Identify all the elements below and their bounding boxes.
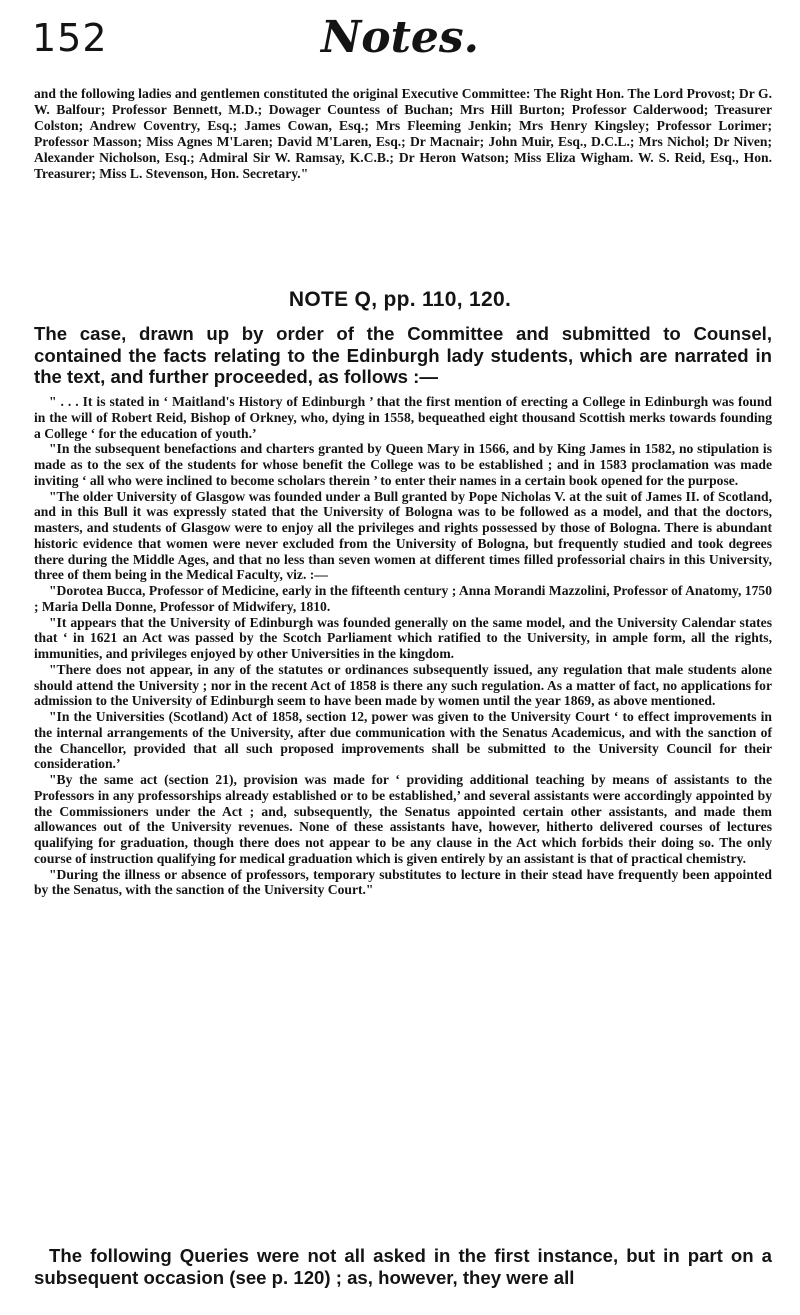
quoted-case-text	[34, 394, 772, 898]
closing-paragraph-block	[34, 1245, 772, 1289]
lead-paragraph: The case, drawn up by order of the Committee and submitted to Counsel, contained the facts relating to the Edinburgh lady students, which are narrated in the text, and further proceeded, as follows :—	[34, 323, 772, 387]
closing-paragraph: The following Queries were not all asked in the first instance, but in part on a subsequent occasion (see p. 120) ; as, however, they were all	[34, 1245, 772, 1288]
quoted-paragraph: "In the Universities (Scotland) Act of 1858, section 12, power was given to the University Court ‘ to effect improvements in the internal arrangements of the University, after due communication with the Senatus Academicus, and with the sanction of the Chancellor, provided that all such proposed improvements shall be submitted to the University Council for their consideration.’	[34, 709, 772, 772]
quoted-paragraph: "By the same act (section 21), provision was made for ‘ providing additional teaching by means of assistants to the Professors in any professorships already established or to be established,’ and several assistants were accordingly appointed by the Commissioners under the Act ; and, subsequently, the Senatus appointed certain other assistants, and made them allowances out of the University revenues. None of these assistants have, however, hitherto delivered courses of lectures qualifying for graduation, though there does not appear to be any clause in the Act which forbids their doing so. The only course of instruction qualifying for medical graduation which is given entirely by an assistant is that of practical chemistry.	[34, 772, 772, 866]
quoted-paragraph: "There does not appear, in any of the statutes or ordinances subsequently issued, any regulation that male students alone should attend the University ; nor in the recent Act of 1858 is there any such regulation. As a matter of fact, no applications for admission to the University of Edinburgh seem to have been made by women until the year 1869, as above mentioned.	[34, 661, 772, 709]
quoted-paragraph: "It appears that the University of Edinburgh was founded generally on the same model, and the University Calendar states that ‘ in 1621 an Act was passed by the Scotch Parliament which ratified to the University, in ample form, all the rights, immunities, and privileges enjoyed by other Universities in the kingdom.	[34, 614, 772, 661]
quoted-paragraph: "The older University of Glasgow was founded under a Bull granted by Pope Nicholas V. at the suit of James II. of Scotland, and in this Bull it was expressly stated that the University of Bologna was to be followed as a model, and that the doctors, masters, and students of Glasgow were to enjoy all the privileges and rights possessed by those of Bologna. There is abundant historic evidence that women were never excluded from the University of Bologna, but frequently studied and took degrees there during the Middle Ages, and that no less than seven women at different times filled professorial chairs in this University, three of them being in the Medical Faculty, viz. :—	[34, 488, 772, 583]
running-title: Notes.	[321, 12, 479, 63]
quoted-paragraph: " . . . It is stated in ‘ Maitland's History of Edinburgh ’ that the first mention of erecting a College in Edinburgh was found in the will of Robert Reid, Bishop of Orkney, who, dying in 1558, bequeathed eight thousand Scottish merks towards founding a College ‘ for the education of youth.’	[34, 394, 772, 441]
quoted-paragraph: "Dorotea Bucca, Professor of Medicine, early in the fifteenth century ; Anna Morandi Mazzolini, Professor of Anatomy, 1750 ; Maria Della Donne, Professor of Midwifery, 1810.	[34, 583, 772, 614]
quoted-paragraph: "In the subsequent benefactions and charters granted by Queen Mary in 1566, and by King James in 1582, no stipulation is made as to the sex of the students for whose benefit the College was to be established ; and in 1583 proclamation was made inviting ‘ all who were inclined to become scholars therein ’ to enter their names in a certain book opened for the purpose.	[34, 441, 772, 488]
page-number: 152	[32, 16, 108, 60]
note-heading: NOTE Q, pp. 110, 120.	[288, 288, 512, 311]
page-header	[30, 10, 770, 70]
lead-paragraph-block	[34, 323, 772, 388]
intro-paragraph: and the following ladies and gentlemen constituted the original Executive Committee: The Right Hon. The Lord Provost; Dr G. W. Balfour; Professor Bennett, M.D.; Dowager Countess of Buchan; Mrs Hill Burton; Professor Calderwood; Treasurer Colston; Andrew Coventry, Esq.; James Cowan, Esq.; Mrs Fleeming Jenkin; Mrs Henry Kingsley; Professor Lorimer; Professor Masson; Miss Agnes M'Laren; David M'Laren, Esq.; Dr Macnair; John Muir, Esq., D.C.L.; Mrs Nichol; Dr Niven; Alexander Nicholson, Esq.; Admiral Sir W. Ramsay, K.C.B.; Dr Heron Watson; Miss Eliza Wigham. W. S. Reid, Esq., Hon. Treasurer; Miss L. Stevenson, Hon. Secretary."	[34, 86, 772, 182]
intro-paragraph-block	[34, 86, 772, 183]
quoted-paragraph: "During the illness or absence of professors, temporary substitutes to lecture in their stead have frequently been appointed by the Senatus, with the sanction of the University Court."	[34, 866, 772, 898]
